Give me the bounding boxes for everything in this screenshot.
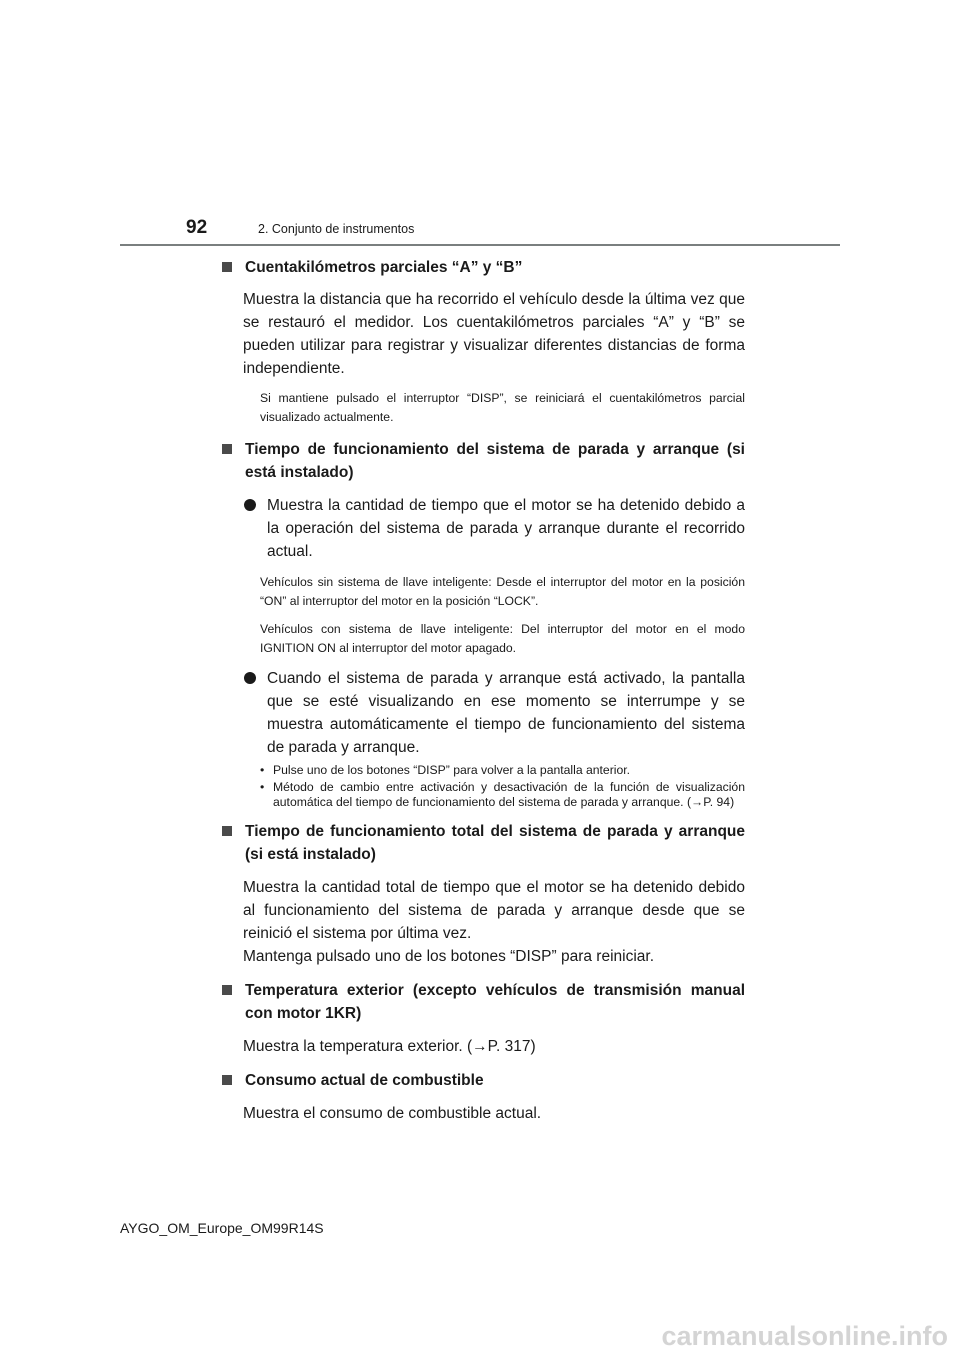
section-heading xyxy=(220,256,745,279)
square-bullet-icon xyxy=(222,985,232,995)
note-text: Vehículos sin sistema de llave inteligente: Desde el interruptor del motor en la posición “ON” al interruptor del motor en la posición “LOCK”. xyxy=(260,575,745,608)
body-text: Muestra el consumo de combustible actual. xyxy=(243,1105,542,1122)
note-text: Si mantiene pulsado el interruptor “DISP”, se reiniciará el cuentakilómetros parcial visualizado actualmente. xyxy=(260,391,745,424)
heading-text: Consumo actual de combustible xyxy=(245,1072,484,1089)
heading-text: Tiempo de funcionamiento total del sistema de parada y arranque (si está instalado) xyxy=(245,823,745,863)
sub-item xyxy=(260,763,745,778)
section-stop-start-time xyxy=(220,438,745,810)
section-heading xyxy=(220,979,745,1025)
sub-item xyxy=(260,780,745,810)
square-bullet-icon xyxy=(222,444,232,454)
sub-bullet-mark: • xyxy=(260,763,265,777)
bullet-item xyxy=(244,494,745,563)
heading-text: Cuentakilómetros parciales “A” y “B” xyxy=(245,259,523,276)
footer-doc-code: AYGO_OM_Europe_OM99R14S xyxy=(120,1220,324,1236)
section-current-fuel-consumption xyxy=(220,1069,745,1125)
sub-bullet-mark: • xyxy=(260,780,265,794)
circle-bullet-icon xyxy=(244,499,256,511)
heading-text: Tiempo de funcionamiento del sistema de parada y arranque (si está instalado) xyxy=(245,441,745,481)
square-bullet-icon xyxy=(222,262,232,272)
circle-bullet-icon xyxy=(244,672,256,684)
page-content xyxy=(220,256,745,1125)
section-trip-meters xyxy=(220,256,745,427)
section-heading xyxy=(220,1069,745,1092)
sub-list xyxy=(260,763,745,810)
square-bullet-icon xyxy=(222,1075,232,1085)
section-heading xyxy=(220,820,745,866)
bullet-item xyxy=(244,667,745,759)
chapter-title: 2. Conjunto de instrumentos xyxy=(258,222,415,236)
body-text: Mantenga pulsado uno de los botones “DISP” para reiniciar. xyxy=(243,948,654,965)
body-text: Muestra la cantidad total de tiempo que el motor se ha detenido debido al funcionamiento del sistema de parada y arranque desde que se reinició el sistema por última vez. xyxy=(243,879,745,942)
section-outside-temperature xyxy=(220,979,745,1058)
watermark: carmanualsonline.info xyxy=(661,1321,948,1351)
page-number: 92 xyxy=(186,217,208,238)
body-text: Muestra la temperatura exterior. (→P. 317) xyxy=(243,1038,536,1055)
header-rule xyxy=(120,244,840,246)
bullet-text: Cuando el sistema de parada y arranque está activado, la pantalla que se esté visualizando en ese momento se interrumpe y se muestra automáticamente el tiempo de funcionamiento del sistema de parada y arranque. xyxy=(267,670,745,756)
heading-text: Temperatura exterior (excepto vehículos de transmisión manual con motor 1KR) xyxy=(245,982,745,1022)
square-bullet-icon xyxy=(222,826,232,836)
section-heading xyxy=(220,438,745,484)
section-total-stop-start-time xyxy=(220,820,745,968)
sub-item-text: Método de cambio entre activación y desactivación de la función de visualización automática del tiempo de funcionamiento del sistema de parada y arranque. (→P. 94) xyxy=(273,780,745,809)
bullet-text: Muestra la cantidad de tiempo que el motor se ha detenido debido a la operación del sistema de parada y arranque durante el recorrido actual. xyxy=(267,497,745,560)
sub-item-text: Pulse uno de los botones “DISP” para volver a la pantalla anterior. xyxy=(273,763,631,777)
note-text: Vehículos con sistema de llave inteligente: Del interruptor del motor en el modo IGNITION ON al interruptor del motor apagado. xyxy=(260,622,745,655)
body-text: Muestra la distancia que ha recorrido el vehículo desde la última vez que se restauró el medidor. Los cuentakilómetros parciales “A” y “B” se pueden utilizar para registrar y visualizar diferentes distancias de forma independiente. xyxy=(243,291,745,377)
